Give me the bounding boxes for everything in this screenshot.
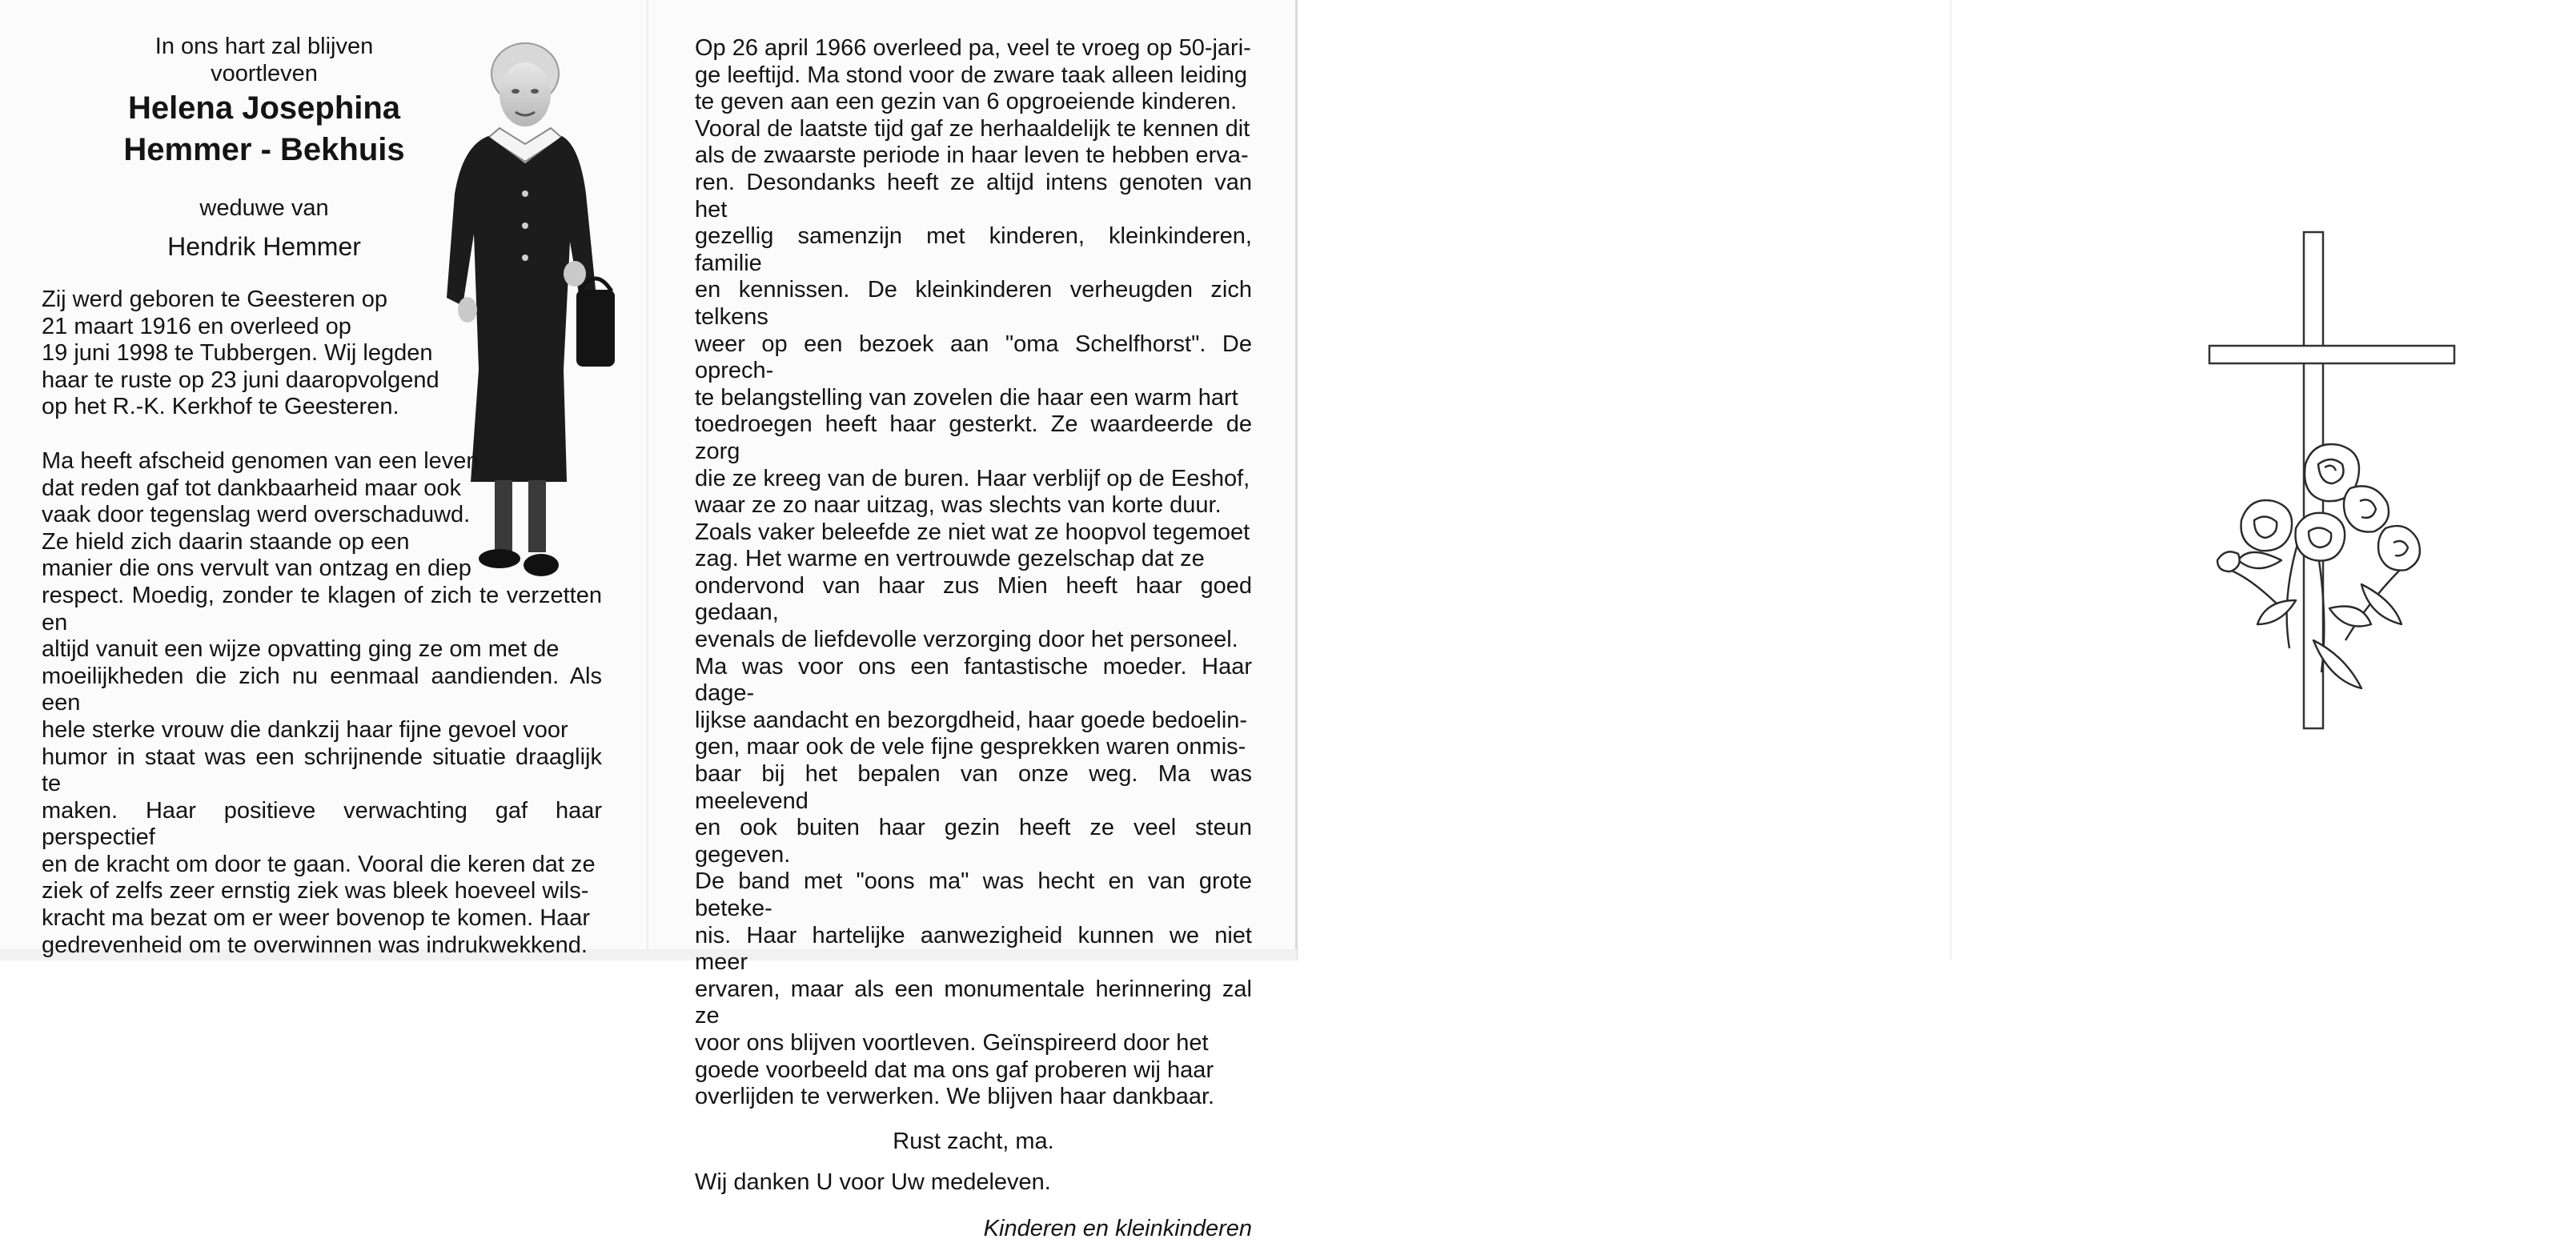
text-line: Zoals vaker beleefde ze niet wat ze hoopvol tegemoet (695, 519, 1250, 545)
cross-with-roses-icon (2161, 224, 2466, 736)
text-line: Zij werd geboren te Geesteren op (42, 287, 388, 312)
widow-of-label: weduwe van (199, 195, 329, 221)
text-line: toedroegen heeft haar gesterkt. Ze waardeerde de zorg (695, 411, 1252, 464)
text-line: te geven aan een gezin van 6 opgroeiende kinderen. (695, 89, 1238, 115)
text-line: ren. Desondanks heeft ze altijd intens genoten van het (695, 169, 1252, 223)
intro-block (88, 34, 440, 170)
text-line: waar ze zo naar uitzag, was slechts van korte duur. (695, 492, 1222, 519)
text-line: humor in staat was een schrijnende situatie draaglijk te (42, 744, 602, 797)
text-line: manier die ons vervult van ontzag en diep (42, 555, 471, 582)
rest-line: Rust zacht, ma. (893, 1128, 1054, 1154)
text-line: overlijden te verwerken. We blijven haar dankbaar. (695, 1084, 1215, 1110)
fold-line (1295, 0, 1298, 960)
tribute-paragraph (42, 448, 602, 959)
text-line: zag. Het warme en vertrouwde gezelschap dat ze (695, 546, 1205, 572)
text-line: 21 maart 1916 en overleed op (42, 313, 351, 339)
text-line: ziek of zelfs zeer ernstig ziek was bleek hoeveel wils- (42, 878, 589, 904)
birth-paragraph (42, 287, 458, 421)
text-line: voor ons blijven voortleven. Geïnspireerd door het (695, 1029, 1209, 1056)
text-line: als de zwaarste periode in haar leven te hebben erva- (695, 142, 1249, 169)
text-line: ondervond van haar zus Mien heeft haar goed gedaan, (695, 572, 1252, 626)
text-line: gen, maar ook de vele fijne gesprekken waren onmis- (695, 734, 1246, 760)
text-line: hele sterke vrouw die dankzij haar fijne gevoel voor (42, 716, 568, 743)
text-line: kracht ma bezat om er weer bovenop te komen. Haar (42, 905, 591, 932)
text-line: en de kracht om door te gaan. Vooral die keren dat ze (42, 851, 596, 877)
text-line: respect. Moedig, zonder te klagen of zich te verzetten en (42, 582, 602, 636)
text-line: Ma was voor ons een fantastische moeder. Haar dage- (695, 653, 1252, 707)
text-line: goede voorbeeld dat ma ons gaf proberen wij haar (695, 1057, 1214, 1083)
text-line: moeilijkheden die zich nu eenmaal aandienden. Als een (42, 663, 602, 716)
widow-block (88, 189, 440, 266)
husband-name: Hendrik Hemmer (167, 232, 361, 261)
text-line: 19 juni 1998 te Tubbergen. Wij legden (42, 340, 433, 367)
text-line: vaak door tegenslag werd overschaduwd. (42, 502, 471, 528)
story-paragraph (695, 35, 1252, 1111)
intro-line: In ons hart zal blijven (154, 34, 374, 59)
text-line: evenals de liefdevolle verzorging door het personeel. (695, 627, 1238, 653)
deceased-name-last: Hemmer - Bekhuis (123, 132, 405, 168)
text-line: ge leeftijd. Ma stond voor de zware taak alleen leiding (695, 62, 1247, 88)
fold-line (647, 0, 648, 960)
text-line: dat reden gaf tot dankbaarheid maar ook (42, 475, 461, 501)
text-line: te belangstelling van zovelen die haar een warm hart (695, 384, 1238, 411)
thanks-line: Wij danken U voor Uw medeleven. (695, 1169, 1051, 1196)
text-line: haar te ruste op 23 juni daaropvolgend (42, 367, 439, 393)
text-line: gezellig samenzijn met kinderen, kleinkinderen, familie (695, 223, 1252, 276)
fold-line (1950, 0, 1952, 960)
text-line: Vooral de laatste tijd gaf ze herhaaldelijk te kennen dit (695, 115, 1250, 142)
text-line: maken. Haar positieve verwachting gaf haar perspectief (42, 797, 602, 851)
text-line: en kennissen. De kleinkinderen verheugden zich telkens (695, 277, 1252, 330)
text-line: en ook buiten haar gezin heeft ze veel steun gegeven. (695, 815, 1252, 868)
text-line: lijkse aandacht en bezorgdheid, haar goede bedoelin- (695, 707, 1248, 733)
text-line: weer op een bezoek aan "oma Schelfhorst". De oprech- (695, 331, 1252, 384)
text-line: ervaren, maar als een monumentale herinnering zal ze (695, 976, 1252, 1029)
intro-line: voortleven (211, 60, 318, 86)
text-line: baar bij het bepalen van onze weg. Ma was meelevend (695, 761, 1252, 814)
left-column (42, 287, 602, 959)
text-line: op het R.-K. Kerkhof te Geesteren. (42, 394, 399, 420)
text-line: die ze kreeg van de buren. Haar verblijf op de Eeshof, (695, 465, 1250, 491)
text-line: Ma heeft afscheid genomen van een leven (42, 447, 479, 474)
signature-line: Kinderen en kleinkinderen (983, 1215, 1252, 1241)
deceased-name-first: Helena Josephina (127, 90, 401, 126)
text-line: gedrevenheid om te overwinnen was indrukwekkend. (42, 932, 588, 958)
right-column (695, 35, 1252, 1243)
text-line: De band met "oons ma" was hecht en van grote beteke- (695, 868, 1252, 921)
text-line: Ze hield zich daarin staande op een (42, 528, 410, 555)
text-line: altijd vanuit een wijze opvatting ging ze om met de (42, 636, 560, 663)
text-line: nis. Haar hartelijke aanwezigheid kunnen we niet meer (695, 922, 1252, 976)
text-line: Op 26 april 1966 overleed pa, veel te vroeg op 50-jari- (695, 35, 1251, 61)
